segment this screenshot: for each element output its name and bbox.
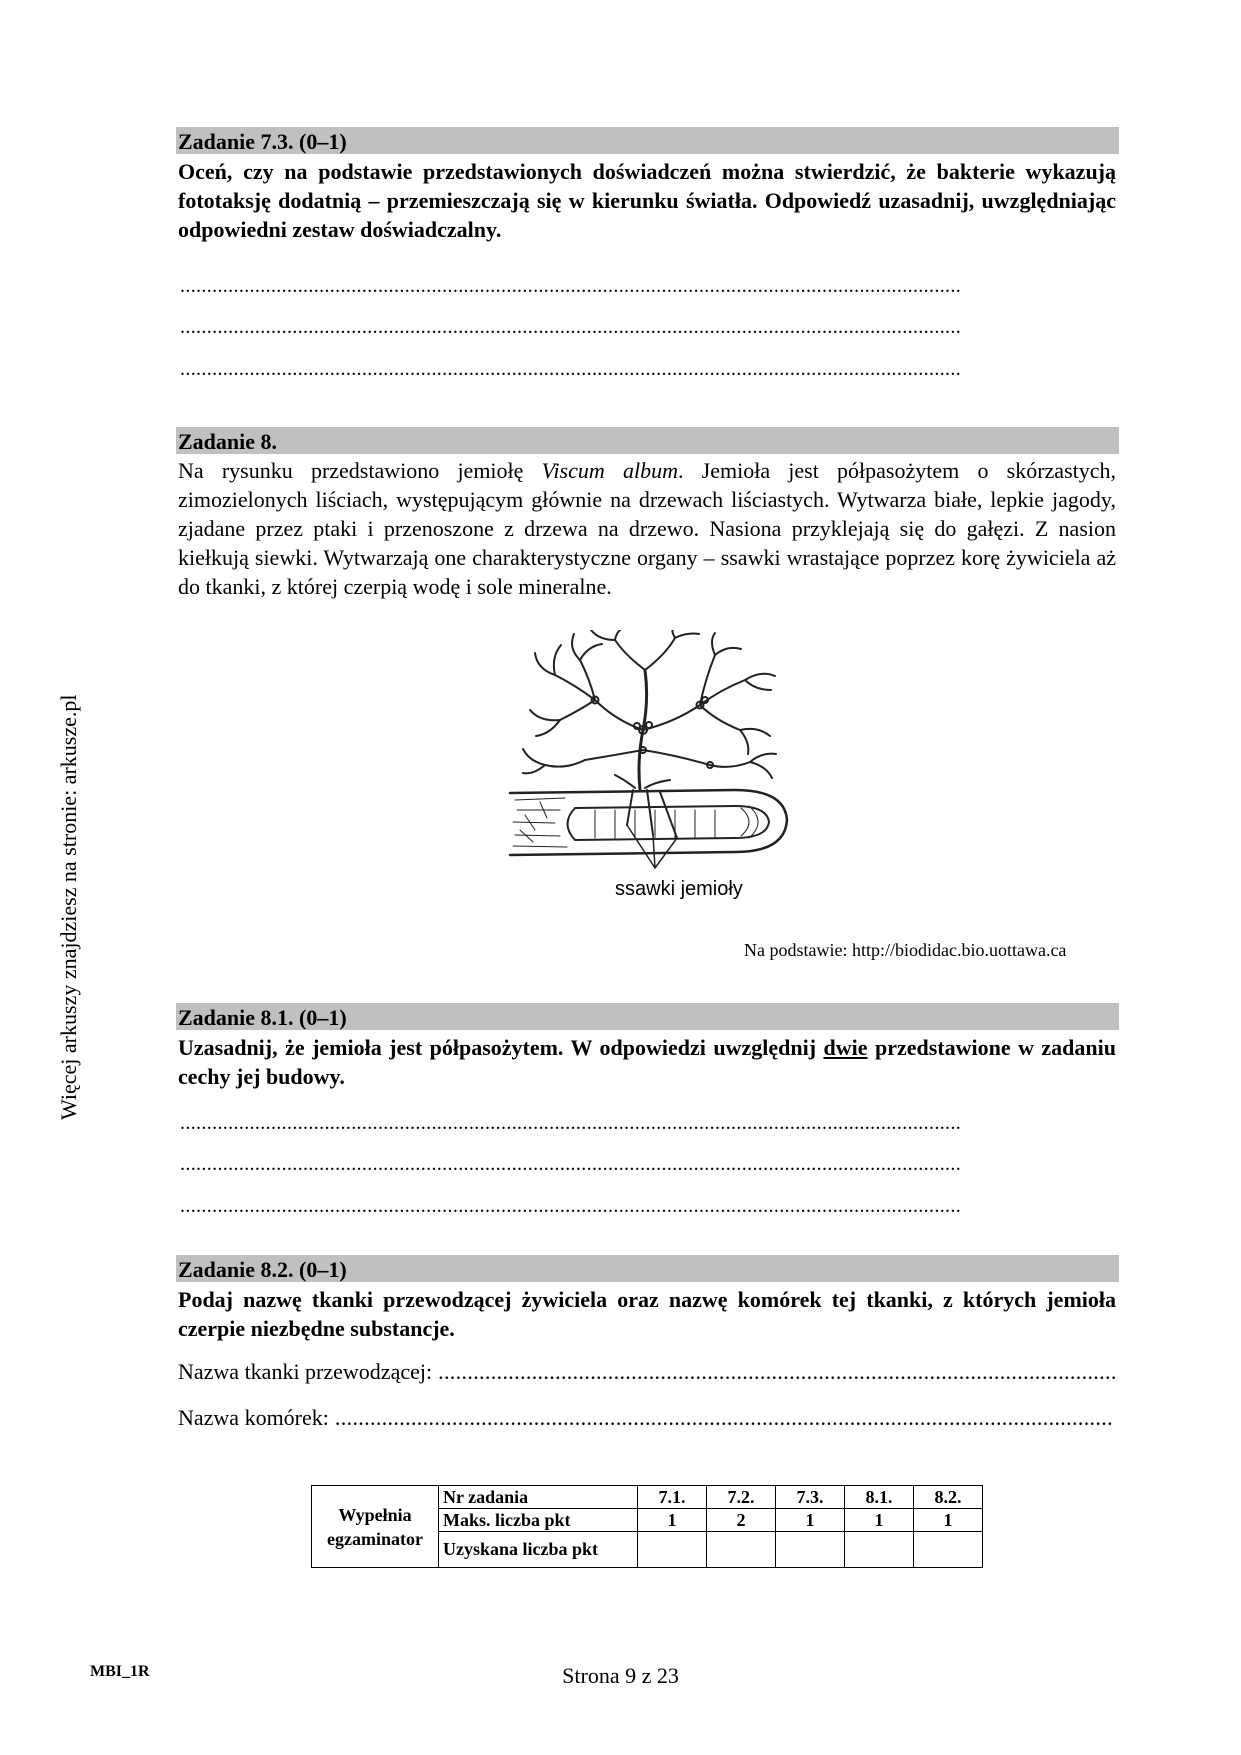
task-8-2-question: Podaj nazwę tkanki przewodzącej żywiciela oraz nazwę komórek tej tkanki, z których jemioła czerpie niezbędne substancje. [178,1287,1116,1341]
row-label: Maks. liczba pkt [439,1509,638,1532]
fill-line[interactable]: .................................................................................................................... [438,1359,1117,1384]
task-number: 7.1. [638,1486,707,1509]
score-input-cell[interactable] [776,1532,845,1568]
examiner-label: Wypełnia [338,1504,412,1525]
score-table [311,1485,983,1568]
page-number: Strona 9 z 23 [562,1663,679,1688]
question-emphasis: dwie [823,1035,868,1060]
max-points: 1 [776,1509,845,1532]
task-8-intro [178,456,1116,601]
answer-line[interactable]: .................................................................................................................................................. [180,358,962,380]
fill-line[interactable]: ..................................................................................................................................... [334,1405,1113,1430]
intro-text: . Jemioła jest półpasożytem o skórzastych, zimozielonych liściach, występującym głównie na drzewach liściastych. Wytwarza białe, lepkie jagody, zjadane przez ptaki i przenoszone z drzewa na drzewo. Nasiona przyklejają się do gałęzi. Z nasion kiełkują siewki. Wytwarzają one charakterystyczne organy – ssawki wrastające poprzez korę żywiciela aż do tkanki, z której czerpią wodę i sole mineralne. [178,458,1117,599]
task-number: 7.3. [776,1486,845,1509]
task-8-1-question [178,1033,1116,1091]
task-8-title: Zadanie 8. [176,427,1119,454]
answer-line[interactable]: .................................................................................................................................................. [180,316,962,338]
task-number: 8.2. [914,1486,983,1509]
row-label: Nr zadania [439,1486,638,1509]
task-7-3-question: Oceń, czy na podstawie przedstawionych doświadczeń można stwierdzić, że bakterie wykazują fototaksję dodatnią – przemieszczają się w kierunku światła. Odpowiedź uzasadnij, uwzględniając odpowiedni zestaw doświadczalny. [178,159,1116,242]
examiner-label: egzaminator [327,1528,423,1549]
figure-label: ssawki jemioły [615,878,743,900]
question-text: Uzasadnij, że jemioła jest półpasożytem. W odpowiedzi uwzględnij [178,1035,824,1060]
exam-code: MBI_1R [90,1663,150,1680]
max-points: 2 [707,1509,776,1532]
task-number: 7.2. [707,1486,776,1509]
row-label: Uzyskana liczba pkt [439,1532,638,1568]
field-label: Nazwa tkanki przewodzącej: [178,1359,433,1384]
task-8-1-title: Zadanie 8.1. (0–1) [176,1003,1119,1030]
species-name: Viscum album [541,458,678,483]
score-input-cell[interactable] [845,1532,914,1568]
intro-text: Na rysunku przedstawiono jemiołę [178,458,542,483]
answer-line[interactable]: .................................................................................................................................................. [180,1195,962,1217]
question-text: przedstawione w zadaniu cechy jej budowy. [178,1035,1116,1089]
task-8-2-title: Zadanie 8.2. (0–1) [176,1255,1119,1282]
examiner-cell [312,1486,439,1568]
score-input-cell[interactable] [914,1532,983,1568]
task-number: 8.1. [845,1486,914,1509]
field-label: Nazwa komórek: [178,1405,329,1430]
max-points: 1 [638,1509,707,1532]
answer-line[interactable]: .................................................................................................................................................. [180,1153,962,1175]
figure-source: Na podstawie: http://biodidac.bio.uottawa.ca [744,940,1067,960]
field-cell-name[interactable] [178,1403,1118,1433]
answer-line[interactable]: .................................................................................................................................................. [180,1112,962,1134]
field-tissue-name[interactable] [178,1357,1118,1387]
max-points: 1 [914,1509,983,1532]
max-points: 1 [845,1509,914,1532]
side-note: Więcej arkuszy znajdziesz na stronie: arkusze.pl [56,694,81,1120]
task-7-3-title: Zadanie 7.3. (0–1) [176,127,1119,154]
mistletoe-figure [505,630,795,895]
answer-line[interactable]: .................................................................................................................................................. [180,275,962,297]
score-input-cell[interactable] [707,1532,776,1568]
score-input-cell[interactable] [638,1532,707,1568]
